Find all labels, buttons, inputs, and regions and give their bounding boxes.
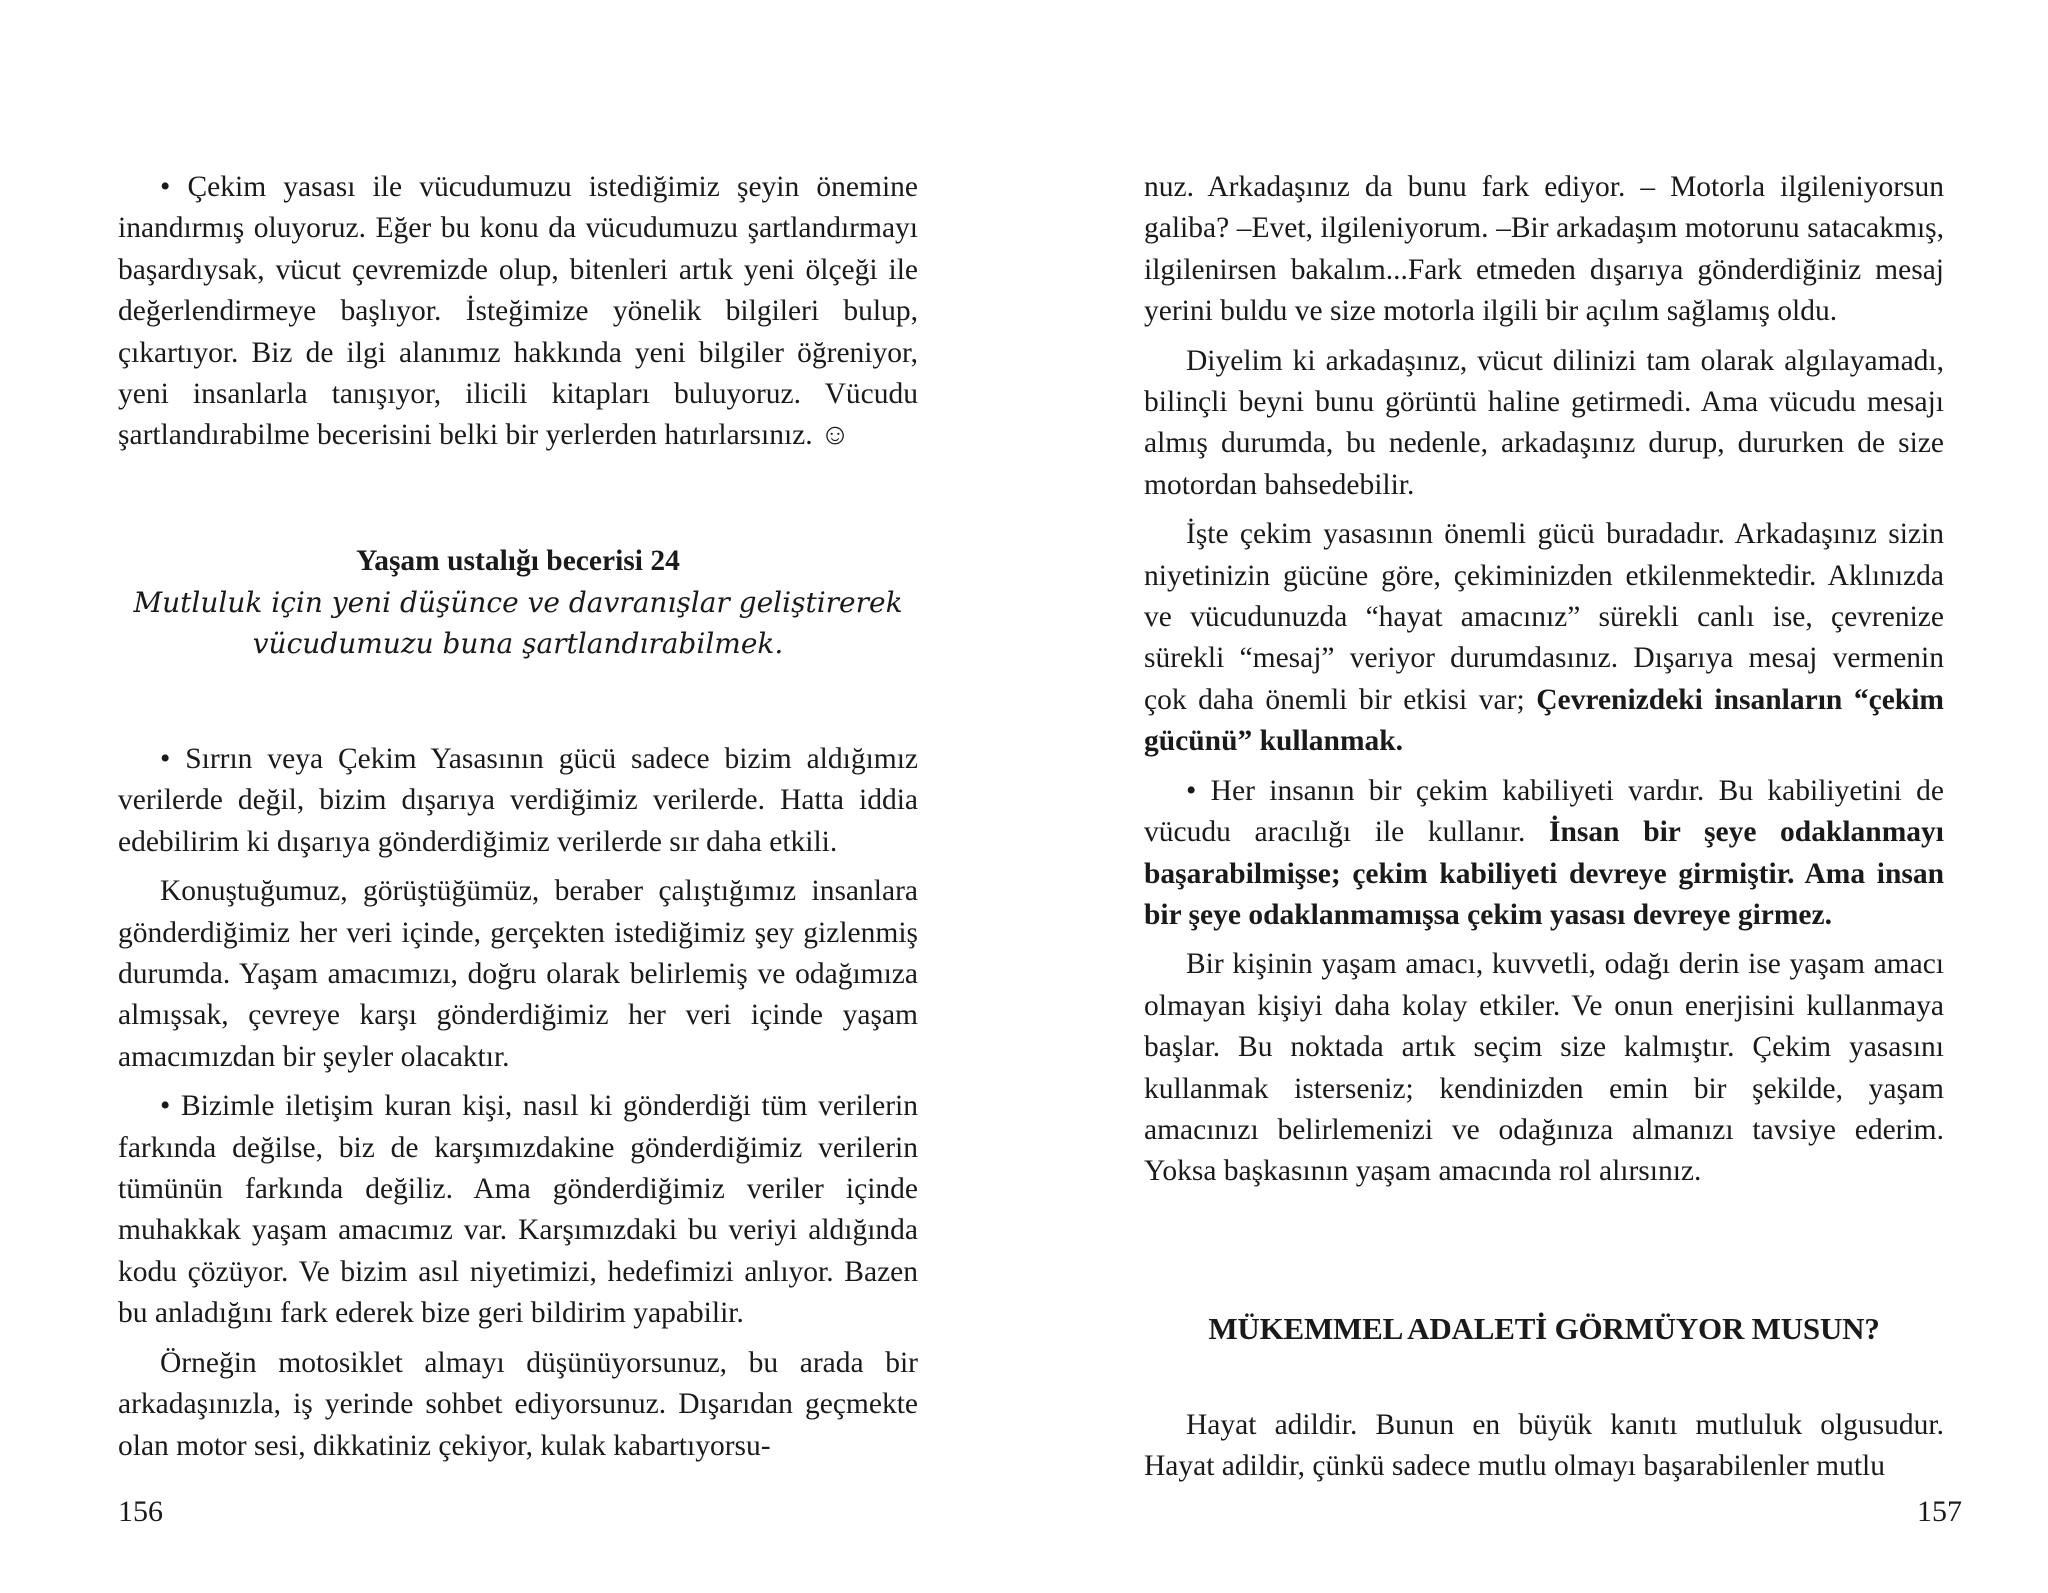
body-paragraph: Örneğin motosiklet almayı düşünüyorsunuz, bu arada bir arkadaşınızla, iş yerinde sohbet ediyorsunuz. Dışarıdan geçmekte olan motor sesi, dikkatiniz çekiyor, kulak kabartıyorsu- <box>118 1346 918 1462</box>
left-column <box>118 167 918 457</box>
skill-subtitle-line2: vücudumuzu buna şartlandırabilmek. <box>252 627 784 661</box>
skill-title: Yaşam ustalığı becerisi 24 <box>356 545 680 577</box>
paragraph-text: • Her insanın bir çekim kabiliyeti vardır. Bu kabiliyetini de vücudu aracılığı ile kullanır. <box>1144 774 1944 849</box>
body-paragraph: Konuştuğumuz, görüştüğümüz, beraber çalıştığımız insanlara gönderdiğimiz her veri içinde, gerçekten istediğimiz şey gizlenmiş durumda. Yaşam amacımızı, doğru olarak belirlemiş ve odağımıza almışsak, çevreye karşı gönderdiğimiz her veri içinde yaşam amacımızdan bir şeyler olacaktır. <box>118 875 918 1073</box>
skill-subtitle-line1: Mutluluk için yeni düşünce ve davranışlar geliştirerek <box>133 586 903 620</box>
right-column <box>1144 167 1944 1193</box>
left-column-lower <box>118 739 918 1467</box>
body-paragraph: Diyelim ki arkadaşınız, vücut dilinizi tam olarak algılayamadı, bilinçli beyni bunu görüntü haline getirmedi. Ama vücudu mesajı almış durumda, bu nedenle, arkadaşınız durup, dururken de size motordan bahsedebilir. <box>1144 344 1944 501</box>
body-paragraph: • Çekim yasası ile vücudumuzu istediğimiz şeyin önemine inandırmış oluyoruz. Eğer bu konu da vücudumuzu şartlandırmayı başardıysak, vücut çevremizde olup, bitenleri artık yeni ölçeği ile değerlendirmeye başlıyor. İsteğimize yönelik bilgileri bulup, çıkartıyor. Biz de ilgi alanımız hakkında yeni bilgiler öğreniyor, yeni insanlarla tanışıyor, ilicili kitapları buluyoruz. Vücudu şartlandırabilme becerisini belki bir yerlerden hatırlarsınız. ☺ <box>118 171 918 452</box>
paragraph-bold-text: İnsan bir şeye odaklanmayı başarabilmişse; çekim kabiliyeti devreye girmiştir. Ama insan bir şeye odaklanmamışsa çekim yasası devreye girmez. <box>1144 816 1944 931</box>
page-number: 156 <box>118 1495 163 1528</box>
chapter-title: MÜKEMMEL ADALETİ GÖRMÜYOR MUSUN? <box>1208 1311 1880 1346</box>
body-paragraph: nuz. Arkadaşınız da bunu fark ediyor. – Motorla ilgileniyorsun galiba? –Evet, ilgileniyorum. –Bir arkadaşım motorunu satacakmış, ilgilenirsen bakalım...Fark etmeden dışarıya gönderdiğiniz mesaj yerini buldu ve size motorla ilgili bir açılım sağlamış oldu. <box>1144 171 1944 328</box>
paragraph-bold-text: Çevrenizdeki insanların “çekim gücünü” kullanmak. <box>1144 683 1944 758</box>
body-paragraph: Hayat adildir. Bunun en büyük kanıtı mutluluk olgusudur. Hayat adildir, çünkü sadece mutlu olmayı başarabilenler mutlu <box>1144 1409 1944 1483</box>
body-paragraph <box>1144 514 1944 762</box>
body-paragraph: Bir kişinin yaşam amacı, kuvvetli, odağı derin ise yaşam amacı olmayan kişiyi daha kolay etkiler. Ve onun enerjisini kullanmaya başlar. Bu noktada artık seçim size kalmıştır. Çekim yasasını kullanmak isterseniz; kendinizden emin bir şekilde, yaşam amacınızı belirlemenizi ve odağınıza almanızı tavsiye ederim. Yoksa başkasının yaşam amacında rol alırsınız. <box>1144 948 1944 1188</box>
body-paragraph: • Bizimle iletişim kuran kişi, nasıl ki gönderdiği tüm verilerin farkında değilse, biz de karşımızdakine gönderdiğimiz verilerin tümünün farkında değiliz. Ama gönderdiğimiz veriler içinde muhakkak yaşam amacımız var. Karşımızdaki bu veriyi aldığında kodu çözüyor. Ve bizim asıl niyetimizi, hedefimizi anlıyor. Bazen bu anladığını fark ederek bize geri bildirim yapabilir. <box>118 1090 918 1330</box>
body-paragraph: • Sırrın veya Çekim Yasasının gücü sadece bizim aldığımız verilerde değil, bizim dışarıya verdiğimiz verilerde. Hatta iddia edebilirim ki dışarıya gönderdiğimiz verilerde sır daha etkili. <box>118 743 918 858</box>
skill-heading-block <box>118 541 918 664</box>
right-page <box>1024 0 2048 1593</box>
body-paragraph <box>1144 771 1944 937</box>
page-number: 157 <box>1917 1495 1962 1528</box>
paragraph-text: İşte çekim yasasının önemli gücü buradadır. Arkadaşınız sizin niyetinizin gücüne göre, çekiminizden etkilenmektedir. Aklınızda ve vücudunuzda “hayat amacınız” sürekli canlı ise, çevrenize sürekli “mesaj” veriyor durumdasınız. Dışarıya mesaj vermenin çok daha önemli bir etkisi var; <box>1144 518 1944 716</box>
chapter-heading-block <box>1144 1308 1944 1349</box>
right-column-lower <box>1144 1405 1944 1488</box>
